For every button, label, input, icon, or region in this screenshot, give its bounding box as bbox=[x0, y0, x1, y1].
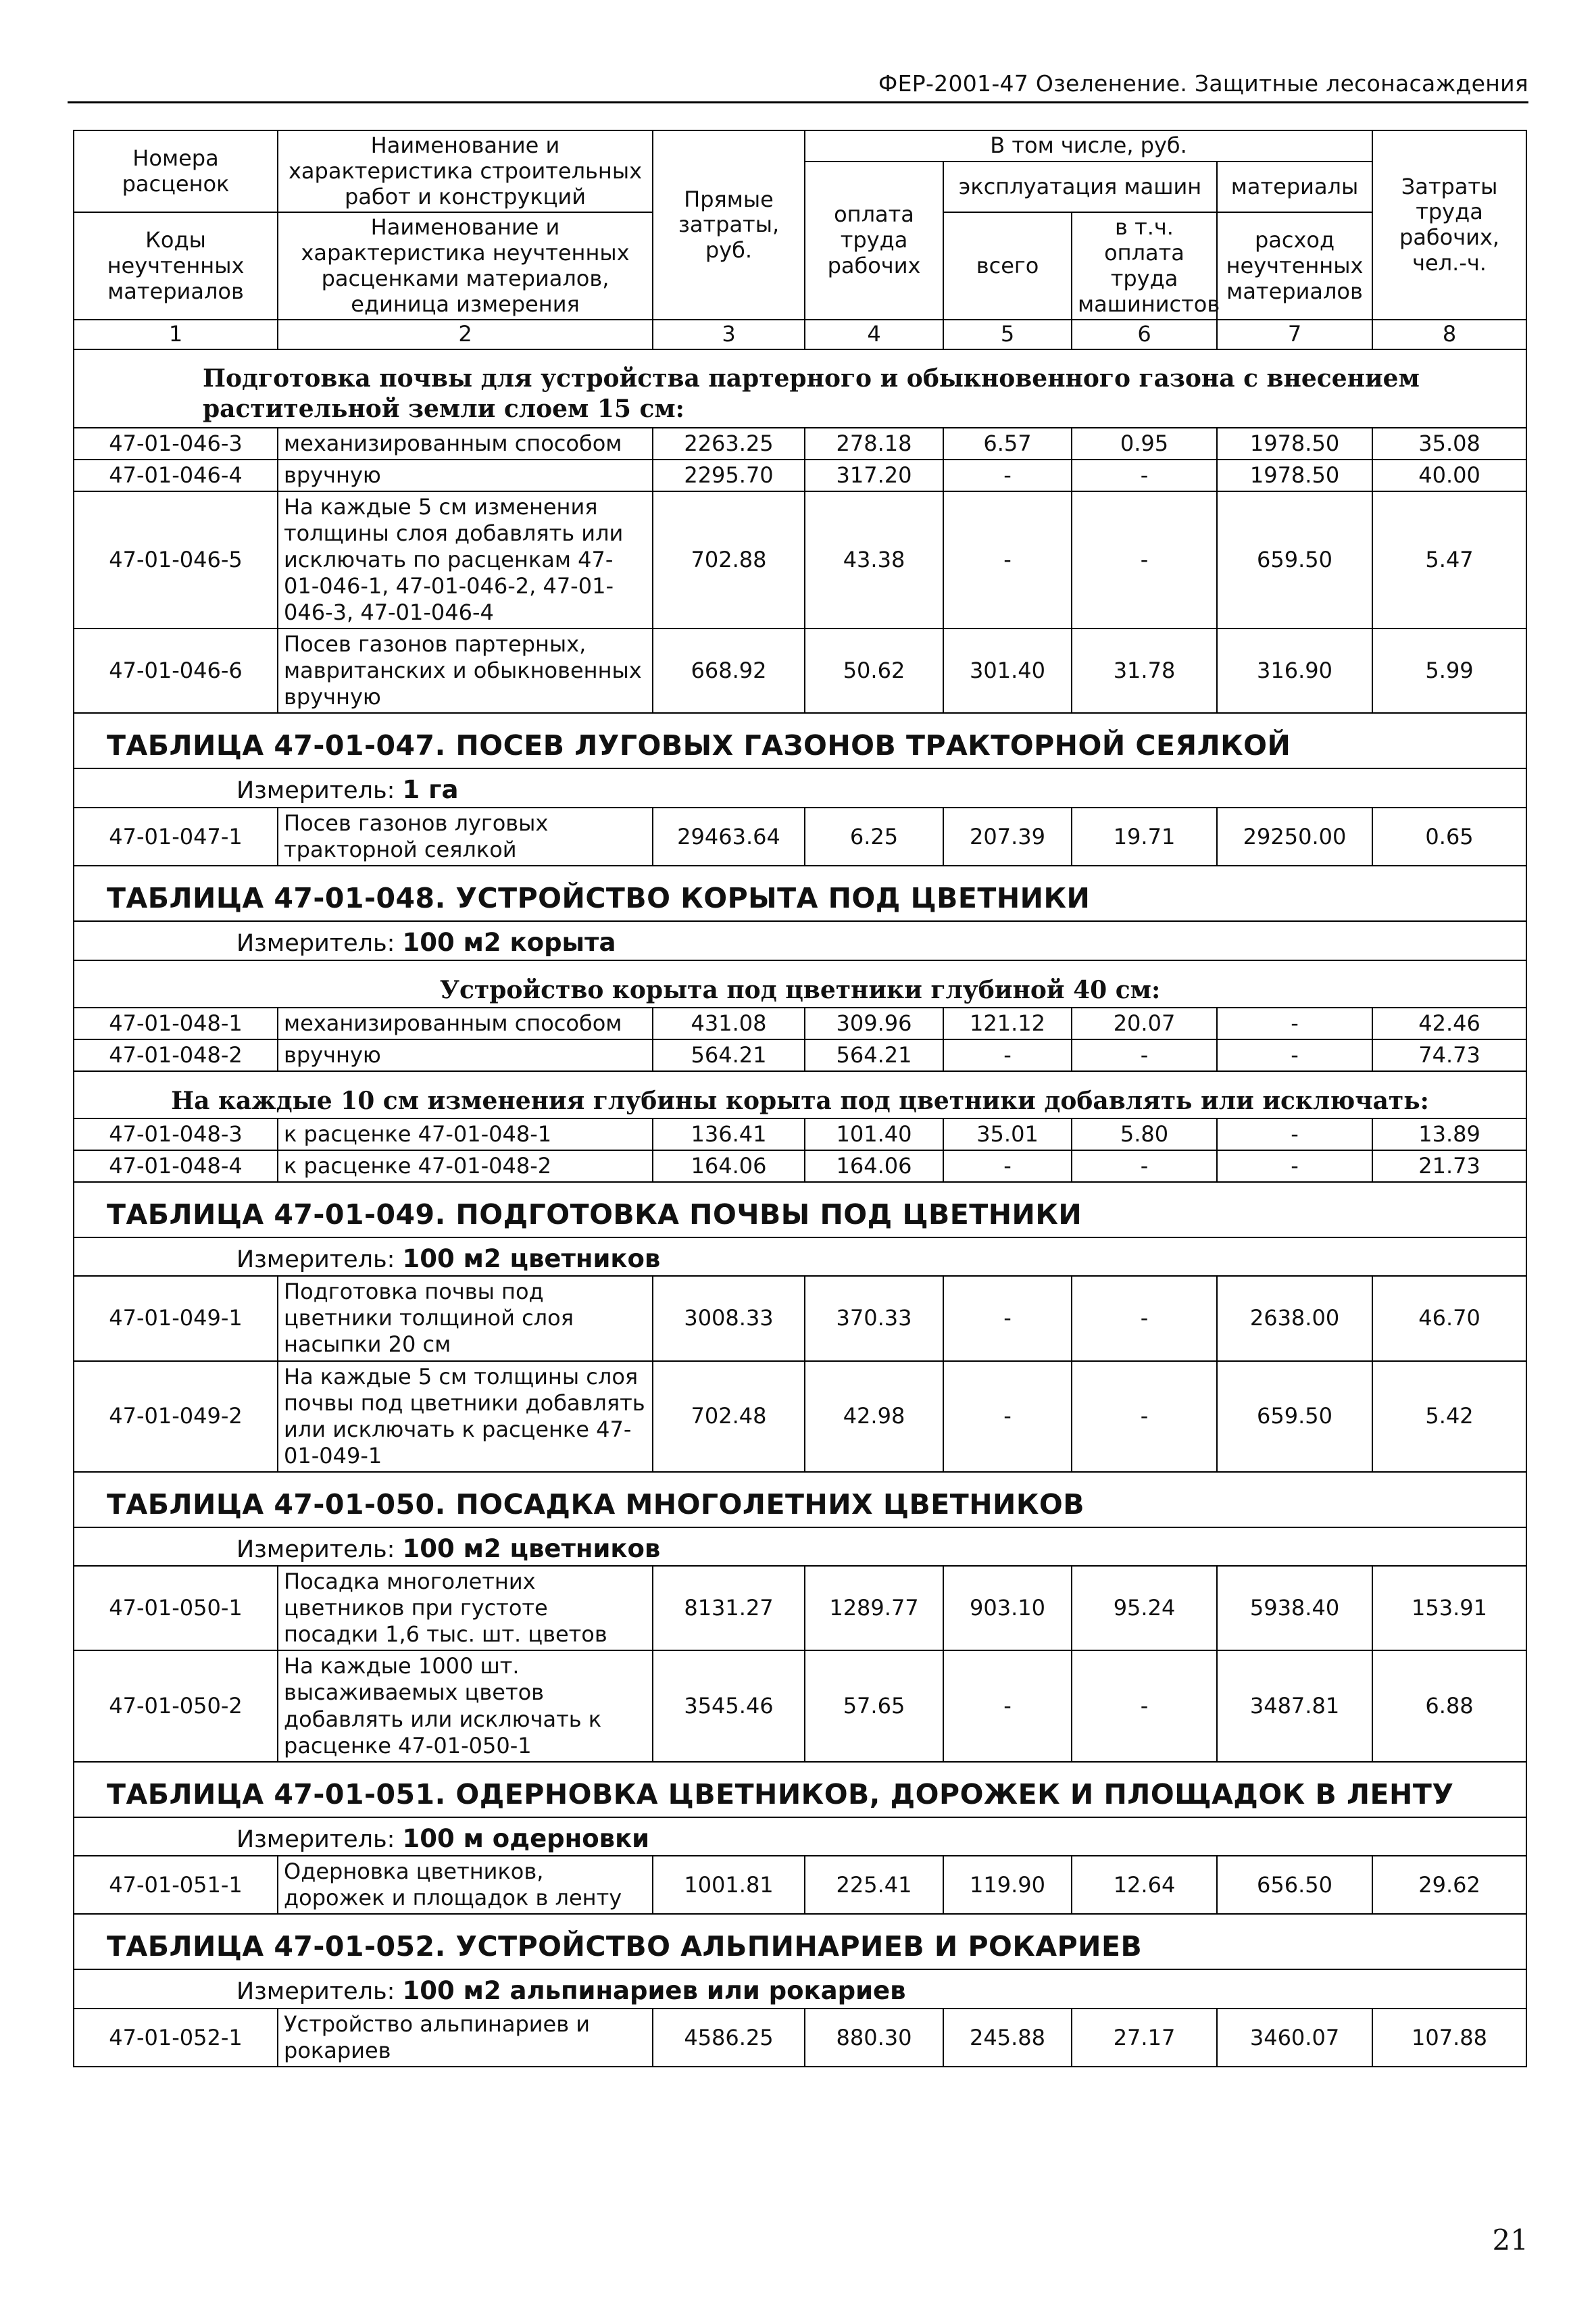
header-machines-total: всего bbox=[943, 212, 1072, 320]
labor-cost: 57.65 bbox=[805, 1650, 943, 1761]
header-work-name: Наименование и характеристика строительных работ и конструкций bbox=[278, 130, 653, 212]
work-name: вручную bbox=[278, 460, 653, 491]
machine-cost: 301.40 bbox=[943, 629, 1072, 713]
rate-code: 47-01-048-4 bbox=[74, 1150, 278, 1182]
labor-cost: 50.62 bbox=[805, 629, 943, 713]
table-title-row bbox=[74, 1914, 1526, 1969]
material-cost: 29250.00 bbox=[1217, 808, 1372, 866]
rate-code: 47-01-049-2 bbox=[74, 1361, 278, 1472]
column-number: 8 bbox=[1372, 320, 1526, 349]
meter-row bbox=[74, 768, 1526, 808]
rate-code: 47-01-047-1 bbox=[74, 808, 278, 866]
table-title: ТАБЛИЦА 47-01-048. УСТРОЙСТВО КОРЫТА ПОД ЦВЕТНИКИ bbox=[74, 866, 1526, 921]
labor-cost: 43.38 bbox=[805, 491, 943, 629]
machine-cost: - bbox=[943, 1276, 1072, 1360]
header-including: В том числе, руб. bbox=[805, 130, 1372, 162]
column-number: 2 bbox=[278, 320, 653, 349]
column-number: 7 bbox=[1217, 320, 1372, 349]
meter bbox=[74, 921, 1526, 960]
rate-code: 47-01-049-1 bbox=[74, 1276, 278, 1360]
table-row bbox=[74, 1650, 1526, 1761]
operator-cost: 27.17 bbox=[1072, 2009, 1217, 2067]
meter-label: Измеритель: bbox=[236, 1978, 395, 2006]
material-cost: 5938.40 bbox=[1217, 1566, 1372, 1650]
machine-cost: - bbox=[943, 1039, 1072, 1071]
section-heading: Подготовка почвы для устройства партерного и обыкновенного газона с внесением растительной земли слоем 15 см: bbox=[74, 349, 1526, 428]
table-row bbox=[74, 1150, 1526, 1182]
direct-cost: 3545.46 bbox=[653, 1650, 805, 1761]
work-name: вручную bbox=[278, 1039, 653, 1071]
table-title-row bbox=[74, 1472, 1526, 1527]
meter-row bbox=[74, 1969, 1526, 2009]
meter-value: 1 га bbox=[402, 775, 459, 805]
table-title-row bbox=[74, 1182, 1526, 1237]
direct-cost: 564.21 bbox=[653, 1039, 805, 1071]
table-row bbox=[74, 629, 1526, 713]
labor-hours: 5.99 bbox=[1372, 629, 1526, 713]
work-name: Одерновка цветников, дорожек и площадок в ленту bbox=[278, 1856, 653, 1914]
header-rate-numbers: Номера расценок bbox=[74, 130, 278, 212]
machine-cost: - bbox=[943, 460, 1072, 491]
meter-label: Измеритель: bbox=[236, 1246, 395, 1273]
subsection-heading-row bbox=[74, 960, 1526, 1008]
table-row bbox=[74, 1008, 1526, 1039]
labor-cost: 370.33 bbox=[805, 1276, 943, 1360]
material-cost: - bbox=[1217, 1118, 1372, 1150]
subsection-heading: Устройство корыта под цветники глубиной 40 см: bbox=[74, 960, 1526, 1008]
direct-cost: 164.06 bbox=[653, 1150, 805, 1182]
meter bbox=[74, 1969, 1526, 2009]
rate-code: 47-01-051-1 bbox=[74, 1856, 278, 1914]
machine-cost: 119.90 bbox=[943, 1856, 1072, 1914]
direct-cost: 136.41 bbox=[653, 1118, 805, 1150]
machine-cost: 903.10 bbox=[943, 1566, 1072, 1650]
labor-hours: 0.65 bbox=[1372, 808, 1526, 866]
work-name: механизированным способом bbox=[278, 1008, 653, 1039]
labor-cost: 42.98 bbox=[805, 1361, 943, 1472]
rate-code: 47-01-048-3 bbox=[74, 1118, 278, 1150]
material-cost: - bbox=[1217, 1039, 1372, 1071]
rate-code: 47-01-046-3 bbox=[74, 428, 278, 460]
section-heading-row bbox=[74, 349, 1526, 428]
column-number: 6 bbox=[1072, 320, 1217, 349]
direct-cost: 3008.33 bbox=[653, 1276, 805, 1360]
material-cost: - bbox=[1217, 1150, 1372, 1182]
table-title: ТАБЛИЦА 47-01-050. ПОСАДКА МНОГОЛЕТНИХ ЦВЕТНИКОВ bbox=[74, 1472, 1526, 1527]
material-cost: - bbox=[1217, 1008, 1372, 1039]
direct-cost: 431.08 bbox=[653, 1008, 805, 1039]
meter-row bbox=[74, 1237, 1526, 1277]
header-material-name: Наименование и характеристика неучтенных расценками материалов, единица измерения bbox=[278, 212, 653, 320]
column-number-row bbox=[74, 320, 1526, 349]
machine-cost: - bbox=[943, 1361, 1072, 1472]
meter-label: Измеритель: bbox=[236, 777, 395, 805]
machine-cost: - bbox=[943, 1150, 1072, 1182]
subsection-heading: На каждые 10 см изменения глубины корыта под цветники добавлять или исключать: bbox=[74, 1071, 1526, 1118]
operator-cost: 5.80 bbox=[1072, 1118, 1217, 1150]
machine-cost: - bbox=[943, 1650, 1072, 1761]
work-name: Подготовка почвы под цветники толщиной слоя насыпки 20 см bbox=[278, 1276, 653, 1360]
labor-hours: 5.47 bbox=[1372, 491, 1526, 629]
meter-row bbox=[74, 1527, 1526, 1567]
labor-hours: 6.88 bbox=[1372, 1650, 1526, 1761]
direct-cost: 29463.64 bbox=[653, 808, 805, 866]
header-machines: эксплуатация машин bbox=[943, 162, 1217, 213]
direct-cost: 702.88 bbox=[653, 491, 805, 629]
operator-cost: - bbox=[1072, 460, 1217, 491]
labor-cost: 309.96 bbox=[805, 1008, 943, 1039]
header-row-1 bbox=[74, 130, 1526, 162]
labor-cost: 564.21 bbox=[805, 1039, 943, 1071]
material-cost: 1978.50 bbox=[1217, 460, 1372, 491]
meter-value: 100 м2 цветников bbox=[402, 1244, 661, 1273]
subsection-heading-row bbox=[74, 1071, 1526, 1118]
material-cost: 3460.07 bbox=[1217, 2009, 1372, 2067]
price-table bbox=[73, 130, 1527, 2067]
operator-cost: 20.07 bbox=[1072, 1008, 1217, 1039]
table-title: ТАБЛИЦА 47-01-052. УСТРОЙСТВО АЛЬПИНАРИЕВ И РОКАРИЕВ bbox=[74, 1914, 1526, 1969]
table-row bbox=[74, 491, 1526, 629]
meter-value: 100 м2 цветников bbox=[402, 1533, 661, 1563]
direct-cost: 2295.70 bbox=[653, 460, 805, 491]
operator-cost: 19.71 bbox=[1072, 808, 1217, 866]
operator-cost: - bbox=[1072, 1650, 1217, 1761]
labor-cost: 101.40 bbox=[805, 1118, 943, 1150]
meter-label: Измеритель: bbox=[236, 930, 395, 958]
labor-cost: 317.20 bbox=[805, 460, 943, 491]
labor-cost: 1289.77 bbox=[805, 1566, 943, 1650]
work-name: Посев газонов партерных, мавританских и обыкновенных вручную bbox=[278, 629, 653, 713]
column-number: 4 bbox=[805, 320, 943, 349]
table-title-row bbox=[74, 1762, 1526, 1817]
machine-cost: 245.88 bbox=[943, 2009, 1072, 2067]
labor-hours: 35.08 bbox=[1372, 428, 1526, 460]
column-number: 5 bbox=[943, 320, 1072, 349]
table-row bbox=[74, 1856, 1526, 1914]
table-row bbox=[74, 1276, 1526, 1360]
table-row bbox=[74, 1566, 1526, 1650]
material-cost: 659.50 bbox=[1217, 491, 1372, 629]
labor-hours: 42.46 bbox=[1372, 1008, 1526, 1039]
header-unaccounted-materials: расход неучтенных материалов bbox=[1217, 212, 1372, 320]
table-row bbox=[74, 428, 1526, 460]
material-cost: 656.50 bbox=[1217, 1856, 1372, 1914]
machine-cost: 6.57 bbox=[943, 428, 1072, 460]
header-labor-hours: Затраты труда рабочих, чел.-ч. bbox=[1372, 130, 1526, 320]
machine-cost: 207.39 bbox=[943, 808, 1072, 866]
work-name: На каждые 1000 шт. высаживаемых цветов добавлять или исключать к расценке 47-01-050-1 bbox=[278, 1650, 653, 1761]
column-number: 1 bbox=[74, 320, 278, 349]
rate-code: 47-01-048-2 bbox=[74, 1039, 278, 1071]
operator-cost: - bbox=[1072, 1361, 1217, 1472]
labor-cost: 225.41 bbox=[805, 1856, 943, 1914]
table-row bbox=[74, 808, 1526, 866]
table-title: ТАБЛИЦА 47-01-051. ОДЕРНОВКА ЦВЕТНИКОВ, ДОРОЖЕК И ПЛОЩАДОК В ЛЕНТУ bbox=[74, 1762, 1526, 1817]
machine-cost: 35.01 bbox=[943, 1118, 1072, 1150]
operator-cost: - bbox=[1072, 1150, 1217, 1182]
work-name: механизированным способом bbox=[278, 428, 653, 460]
meter-value: 100 м одерновки bbox=[402, 1823, 650, 1853]
labor-cost: 164.06 bbox=[805, 1150, 943, 1182]
meter-label: Измеритель: bbox=[236, 1825, 395, 1853]
table-title-row bbox=[74, 713, 1526, 768]
rate-code: 47-01-050-2 bbox=[74, 1650, 278, 1761]
table-title: ТАБЛИЦА 47-01-049. ПОДГОТОВКА ПОЧВЫ ПОД ЦВЕТНИКИ bbox=[74, 1182, 1526, 1237]
labor-hours: 13.89 bbox=[1372, 1118, 1526, 1150]
machine-cost: 121.12 bbox=[943, 1008, 1072, 1039]
labor-hours: 5.42 bbox=[1372, 1361, 1526, 1472]
labor-hours: 29.62 bbox=[1372, 1856, 1526, 1914]
rate-code: 47-01-050-1 bbox=[74, 1566, 278, 1650]
direct-cost: 668.92 bbox=[653, 629, 805, 713]
work-name: Посев газонов луговых тракторной сеялкой bbox=[278, 808, 653, 866]
labor-hours: 40.00 bbox=[1372, 460, 1526, 491]
meter bbox=[74, 1527, 1526, 1567]
work-name: На каждые 5 см изменения толщины слоя добавлять или исключать по расценкам 47-01-046-1, 47-01-046-2, 47-01-046-3, 47-01-046-4 bbox=[278, 491, 653, 629]
table-title: ТАБЛИЦА 47-01-047. ПОСЕВ ЛУГОВЫХ ГАЗОНОВ ТРАКТОРНОЙ СЕЯЛКОЙ bbox=[74, 713, 1526, 768]
table-row bbox=[74, 460, 1526, 491]
direct-cost: 2263.25 bbox=[653, 428, 805, 460]
table-row bbox=[74, 2009, 1526, 2067]
meter-value: 100 м2 корыта bbox=[402, 928, 616, 958]
column-number: 3 bbox=[653, 320, 805, 349]
labor-cost: 6.25 bbox=[805, 808, 943, 866]
rate-code: 47-01-046-5 bbox=[74, 491, 278, 629]
work-name: Посадка многолетних цветников при густоте посадки 1,6 тыс. шт. цветов bbox=[278, 1566, 653, 1650]
meter-row bbox=[74, 921, 1526, 960]
running-header: ФЕР-2001-47 Озеленение. Защитные лесонасаждения bbox=[878, 70, 1528, 97]
page-number: 21 bbox=[1492, 2223, 1528, 2257]
material-cost: 2638.00 bbox=[1217, 1276, 1372, 1360]
rate-code: 47-01-046-6 bbox=[74, 629, 278, 713]
labor-cost: 880.30 bbox=[805, 2009, 943, 2067]
operator-cost: 12.64 bbox=[1072, 1856, 1217, 1914]
direct-cost: 4586.25 bbox=[653, 2009, 805, 2067]
meter-value: 100 м2 альпинариев или рокариев bbox=[402, 1976, 906, 2006]
material-cost: 3487.81 bbox=[1217, 1650, 1372, 1761]
header-worker-pay: оплата труда рабочих bbox=[805, 162, 943, 320]
labor-cost: 278.18 bbox=[805, 428, 943, 460]
meter-row bbox=[74, 1817, 1526, 1856]
labor-hours: 74.73 bbox=[1372, 1039, 1526, 1071]
operator-cost: - bbox=[1072, 1276, 1217, 1360]
operator-cost: 95.24 bbox=[1072, 1566, 1217, 1650]
header-operator-pay: в т.ч. оплата труда машинистов bbox=[1072, 212, 1217, 320]
meter bbox=[74, 1237, 1526, 1277]
rate-code: 47-01-048-1 bbox=[74, 1008, 278, 1039]
operator-cost: 0.95 bbox=[1072, 428, 1217, 460]
table-row bbox=[74, 1039, 1526, 1071]
labor-hours: 21.73 bbox=[1372, 1150, 1526, 1182]
labor-hours: 46.70 bbox=[1372, 1276, 1526, 1360]
rate-code: 47-01-046-4 bbox=[74, 460, 278, 491]
table-row bbox=[74, 1361, 1526, 1472]
work-name: к расценке 47-01-048-2 bbox=[278, 1150, 653, 1182]
header-materials: материалы bbox=[1217, 162, 1372, 213]
header-unaccounted-codes: Коды неучтенных материалов bbox=[74, 212, 278, 320]
work-name: На каждые 5 см толщины слоя почвы под цветники добавлять или исключать к расценке 47-01-049-1 bbox=[278, 1361, 653, 1472]
header-rule bbox=[68, 101, 1528, 103]
labor-hours: 107.88 bbox=[1372, 2009, 1526, 2067]
operator-cost: - bbox=[1072, 491, 1217, 629]
material-cost: 1978.50 bbox=[1217, 428, 1372, 460]
material-cost: 316.90 bbox=[1217, 629, 1372, 713]
work-name: Устройство альпинариев и рокариев bbox=[278, 2009, 653, 2067]
table-title-row bbox=[74, 866, 1526, 921]
operator-cost: 31.78 bbox=[1072, 629, 1217, 713]
meter bbox=[74, 1817, 1526, 1856]
direct-cost: 702.48 bbox=[653, 1361, 805, 1472]
meter-label: Измеритель: bbox=[236, 1535, 395, 1563]
direct-cost: 1001.81 bbox=[653, 1856, 805, 1914]
machine-cost: - bbox=[943, 491, 1072, 629]
table-row bbox=[74, 1118, 1526, 1150]
labor-hours: 153.91 bbox=[1372, 1566, 1526, 1650]
rate-code: 47-01-052-1 bbox=[74, 2009, 278, 2067]
header-direct-costs: Прямые затраты, руб. bbox=[653, 130, 805, 320]
material-cost: 659.50 bbox=[1217, 1361, 1372, 1472]
operator-cost: - bbox=[1072, 1039, 1217, 1071]
direct-cost: 8131.27 bbox=[653, 1566, 805, 1650]
work-name: к расценке 47-01-048-1 bbox=[278, 1118, 653, 1150]
meter bbox=[74, 768, 1526, 808]
